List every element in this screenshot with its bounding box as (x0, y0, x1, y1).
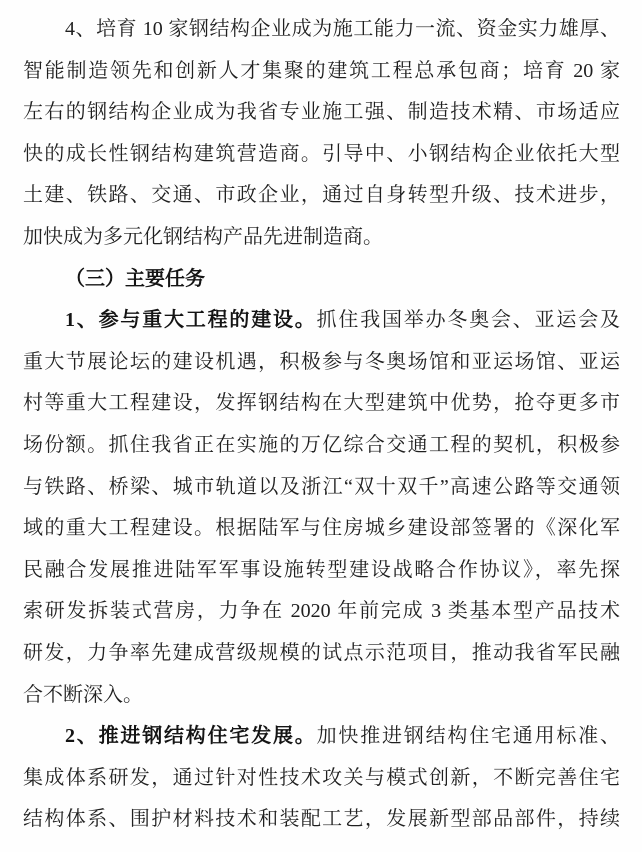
text-segment: 重大节展论坛的建设机遇，积极参与冬奥场馆和亚运场馆、亚运 (23, 350, 620, 373)
text-segment: 与铁路、桥梁、城市轨道以及浙江“双十双千”高速公路等交通领 (23, 475, 620, 498)
text-line (23, 342, 620, 384)
text-segment: 村等重大工程建设，发挥钢结构在大型建筑中优势，抢夺更多市 (23, 392, 620, 415)
text-segment: 结构体系、围护材料技术和装配工艺，发展新型部品部件，持续 (23, 808, 620, 831)
text-line (23, 9, 620, 51)
text-segment: 快的成长性钢结构建筑营造商。引导中、小钢结构企业依托大型 (23, 142, 620, 165)
text-segment: 智能制造领先和创新人才集聚的建筑工程总承包商；培育 20 家 (23, 59, 620, 82)
text-line (23, 134, 620, 176)
text-line (23, 508, 620, 550)
text-segment: 左右的钢结构企业成为我省专业施工强、制造技术精、市场适应 (23, 101, 620, 124)
text-segment: 研发，力争率先建成营级规模的试点示范项目，推动我省军民融 (23, 641, 620, 664)
text-line (23, 591, 620, 633)
text-line (23, 383, 620, 425)
text-segment: 索研发拆装式营房，力争在 2020 年前完成 3 类基本型产品技术 (23, 600, 620, 623)
text-line (23, 550, 620, 592)
text-segment: 加快推进钢结构住宅通用标准、 (316, 725, 620, 748)
text-segment: 抓住我国举办冬奥会、亚运会及 (316, 309, 620, 332)
text-segment: 域的重大工程建设。根据陆军与住房城乡建设部签署的《深化军 (23, 517, 620, 540)
text-line (23, 175, 620, 217)
bold-text-segment: （三）主要任务 (65, 267, 205, 290)
text-segment: 场份额。抓住我省正在实施的万亿综合交通工程的契机，积极参 (23, 433, 620, 456)
bold-text-segment: 2、推进钢结构住宅发展。 (65, 725, 317, 748)
text-line (23, 675, 620, 717)
text-segment: 集成体系研发，通过针对性技术攻关与模式创新，不断完善住宅 (23, 766, 620, 789)
text-line (23, 300, 620, 342)
text-line (23, 51, 620, 93)
text-line (23, 92, 620, 134)
text-line (23, 467, 620, 509)
text-line (23, 633, 620, 675)
text-line (23, 758, 620, 800)
text-line (23, 799, 620, 841)
text-line (23, 425, 620, 467)
bold-text-segment: 1、参与重大工程的建设。 (65, 309, 317, 332)
text-segment: 民融合发展推进陆军军事设施转型建设战略合作协议》，率先探 (23, 558, 620, 581)
text-segment: 加快成为多元化钢结构产品先进制造商。 (23, 225, 383, 248)
text-line (23, 259, 620, 301)
text-line (23, 716, 620, 758)
text-segment: 4、培育 10 家钢结构企业成为施工能力一流、资金实力雄厚、 (65, 18, 620, 40)
text-segment: 土建、铁路、交通、市政企业，通过自身转型升级、技术进步， (23, 184, 620, 207)
text-segment: 合不断深入。 (23, 683, 143, 706)
text-line (23, 217, 620, 259)
